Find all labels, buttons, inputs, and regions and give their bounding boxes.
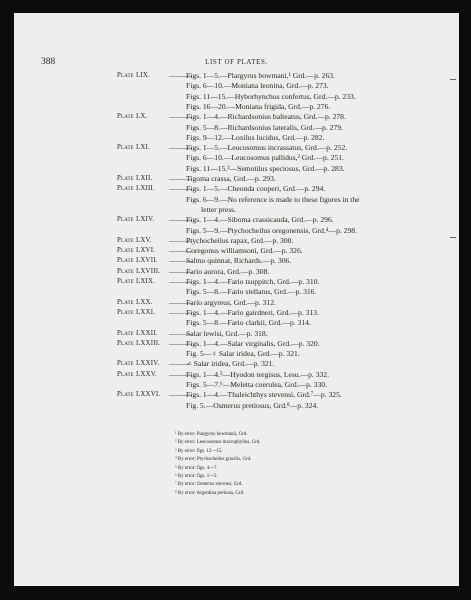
leader-dash: ———: [169, 71, 192, 80]
leader-dash: ———: [169, 143, 192, 153]
book-page: [14, 13, 459, 586]
footnote: ⁵ By error: figs. 4—7.: [175, 465, 218, 471]
plate-label: Plate LXIX.: [117, 278, 156, 285]
footnote: ² By error: Leucosomus macrophyllus, Grd.: [175, 440, 261, 446]
plate-label: Plate LX.: [117, 113, 148, 121]
plate-entry-text: Coregonus williamsoni, Grd.—p. 326.: [186, 246, 303, 256]
leader-dash: ———: [169, 266, 192, 276]
footnote: ⁶ By error: figs. 1—3.: [175, 474, 218, 479]
plate-label: Plate LXV.: [117, 236, 152, 244]
leader-dash: ———: [169, 369, 192, 379]
plate-label: Plate LXIII.: [117, 185, 155, 193]
plate-entry-text: Salar lewisi, Grd.—p. 318.: [186, 328, 268, 338]
plate-label: Plate LXXIII.: [117, 339, 161, 347]
page-number: 388: [41, 57, 56, 67]
plate-entry-text: Fig. 5—♀ Salar iridea, Grd.—p. 321.: [186, 349, 300, 359]
footnote: ⁷ By error: Osmerus stevensi, Grd.: [175, 482, 243, 488]
leader-dash: ———: [169, 307, 192, 317]
leader-dash: ———: [169, 297, 192, 307]
plate-label: Plate LIX.: [117, 72, 150, 79]
plate-entry-text: Fario aurora, Grd.—p. 308.: [186, 266, 270, 276]
plate-entry-text: Figs. 1—4.—Richardsonius balteatus, Grd.—p. 278.: [186, 112, 346, 122]
page-edge-mark: [450, 237, 456, 238]
plate-entry-text: ♂ Salar iridea, Grd.—p. 321.: [186, 359, 275, 369]
leader-dash: ———: [169, 235, 192, 245]
plate-entry-text: Figs. 1—5.—Cheonda cooperi, Grd.—p. 294.: [186, 184, 326, 194]
plate-label: Plate LXVIII.: [117, 267, 161, 275]
page-header: [14, 57, 459, 69]
plate-label: Plate LXXII.: [117, 329, 158, 337]
plate-entry-text: Tigoma crassa, Grd.—p. 293.: [186, 174, 276, 183]
leader-dash: ———: [169, 338, 192, 348]
leader-dash: ———: [169, 277, 192, 286]
plate-entry-text: Figs. 6—10.—Leucosomus pallidus,² Grd.—p. 251.: [186, 153, 344, 163]
plate-entry-text: Figs. 1—4.—Salar virginalis, Grd.—p. 320.: [186, 338, 320, 348]
plate-entry-text: Figs. 5—8.—Fario stellatus, Grd.—p. 316.: [186, 287, 317, 297]
plate-entry-text: letter press.: [201, 204, 237, 214]
plate-label: Plate LXVII.: [117, 257, 158, 265]
footnote: ⁴ By error: Ptychocheilus gracilis, Grd.: [175, 457, 252, 463]
leader-dash: ———: [169, 215, 192, 225]
plate-label: Plate LXVI.: [117, 247, 156, 255]
plate-entry-text: Figs. 1—4.—Siboma crassicauda, Grd.—p. 296.: [186, 215, 334, 225]
plate-entry-text: Figs. 16—20.—Moniana frigida, Grd.—p. 276.: [186, 101, 331, 111]
plate-label: Plate LXXVI.: [117, 391, 161, 399]
plate-entry-text: Figs. 5—7.⁶—Meletta coerulea, Grd.—p. 330.: [186, 380, 327, 389]
plate-label: Plate LXXIV.: [117, 360, 160, 368]
plate-entry-text: Figs. 11—15.³—Semotilus speciosus, Grd.—p. 283.: [186, 163, 345, 173]
plate-entry-text: Figs. 1—4.⁵—Hyodon tergisus, Lesu.—p. 332.: [186, 369, 329, 379]
leader-dash: ———: [169, 246, 192, 256]
plate-entry-text: Figs. 6—10.—Moniana leonina, Grd.—p. 273.: [186, 81, 329, 91]
plate-entry-text: Figs. 1—5.—Leucosomus incrassatus, Grd.—p. 252.: [186, 143, 348, 153]
plate-entry-text: Figs. 1—4.—Fario gairdneri, Grd.—p. 313.: [186, 307, 319, 317]
page-edge-mark: [450, 79, 456, 80]
page-title: LIST OF PLATES.: [205, 58, 268, 66]
plate-entry-text: Salmo quinnat, Richards.—p. 306.: [186, 256, 292, 266]
footnote: ⁸ By error: Argentina pretiosa, Grd.: [175, 490, 245, 496]
plate-label: Plate LXII.: [117, 175, 153, 182]
leader-dash: ———: [169, 390, 192, 400]
plate-label: Plate LXXV.: [117, 370, 157, 378]
plate-entry-text: Ptychocheilus rapax, Grd.—p. 300.: [186, 235, 294, 245]
plate-entry-text: Figs. 5—8.—Fario clarkii, Grd.—p. 314.: [186, 318, 311, 328]
plate-entry-text: Figs. 11—15.—Hyborhynchus confertus, Grd.—p. 233.: [186, 91, 356, 101]
plate-label: Plate LXXI.: [117, 308, 156, 316]
plate-entry-text: Figs. 5—8.—Richardsonius lateralis, Grd.—p. 279.: [186, 122, 343, 132]
leader-dash: ———: [169, 184, 192, 194]
plate-entry-text: Figs. 6—9.—No reference is made to these figures in the: [186, 194, 360, 204]
plate-label: Plate LXIV.: [117, 216, 155, 224]
plate-entry-text: Figs. 9—12.—Loxilus lucidus, Grd.—p. 282.: [186, 132, 325, 142]
plate-entry-text: Figs. 1—4.—Thaleichthys stevensi, Grd.⁷—p. 325.: [186, 390, 342, 400]
plate-label: Plate LXI.: [117, 144, 150, 152]
leader-dash: ———: [169, 359, 192, 369]
plate-entry-text: Figs. 1—5.—Plargyrus bowmani,¹ Grd.—p. 263.: [186, 71, 335, 80]
plate-entry-text: Figs. 5—9.—Ptychocheilus oregonensis, Grd.⁴—p. 298.: [186, 225, 357, 235]
leader-dash: ———: [169, 328, 192, 338]
footnote: ¹ By error: Plargyrus bowmanii, Grd.: [175, 432, 248, 437]
plate-entry-text: Fig. 5.—Osmerus pretiosus, Grd.⁸—p. 324.: [186, 400, 319, 410]
plate-entry-text: Figs. 1—4.—Fario tsuppitch, Grd.—p. 310.: [186, 277, 320, 286]
leader-dash: ———: [169, 174, 192, 183]
plate-entry-text: Fario argyreus, Grd.—p. 312.: [186, 297, 276, 307]
leader-dash: ———: [169, 112, 192, 122]
plate-label: Plate LXX.: [117, 298, 153, 306]
footnote: ³ By error: figs. 12—15.: [175, 448, 223, 454]
leader-dash: ———: [169, 256, 192, 266]
